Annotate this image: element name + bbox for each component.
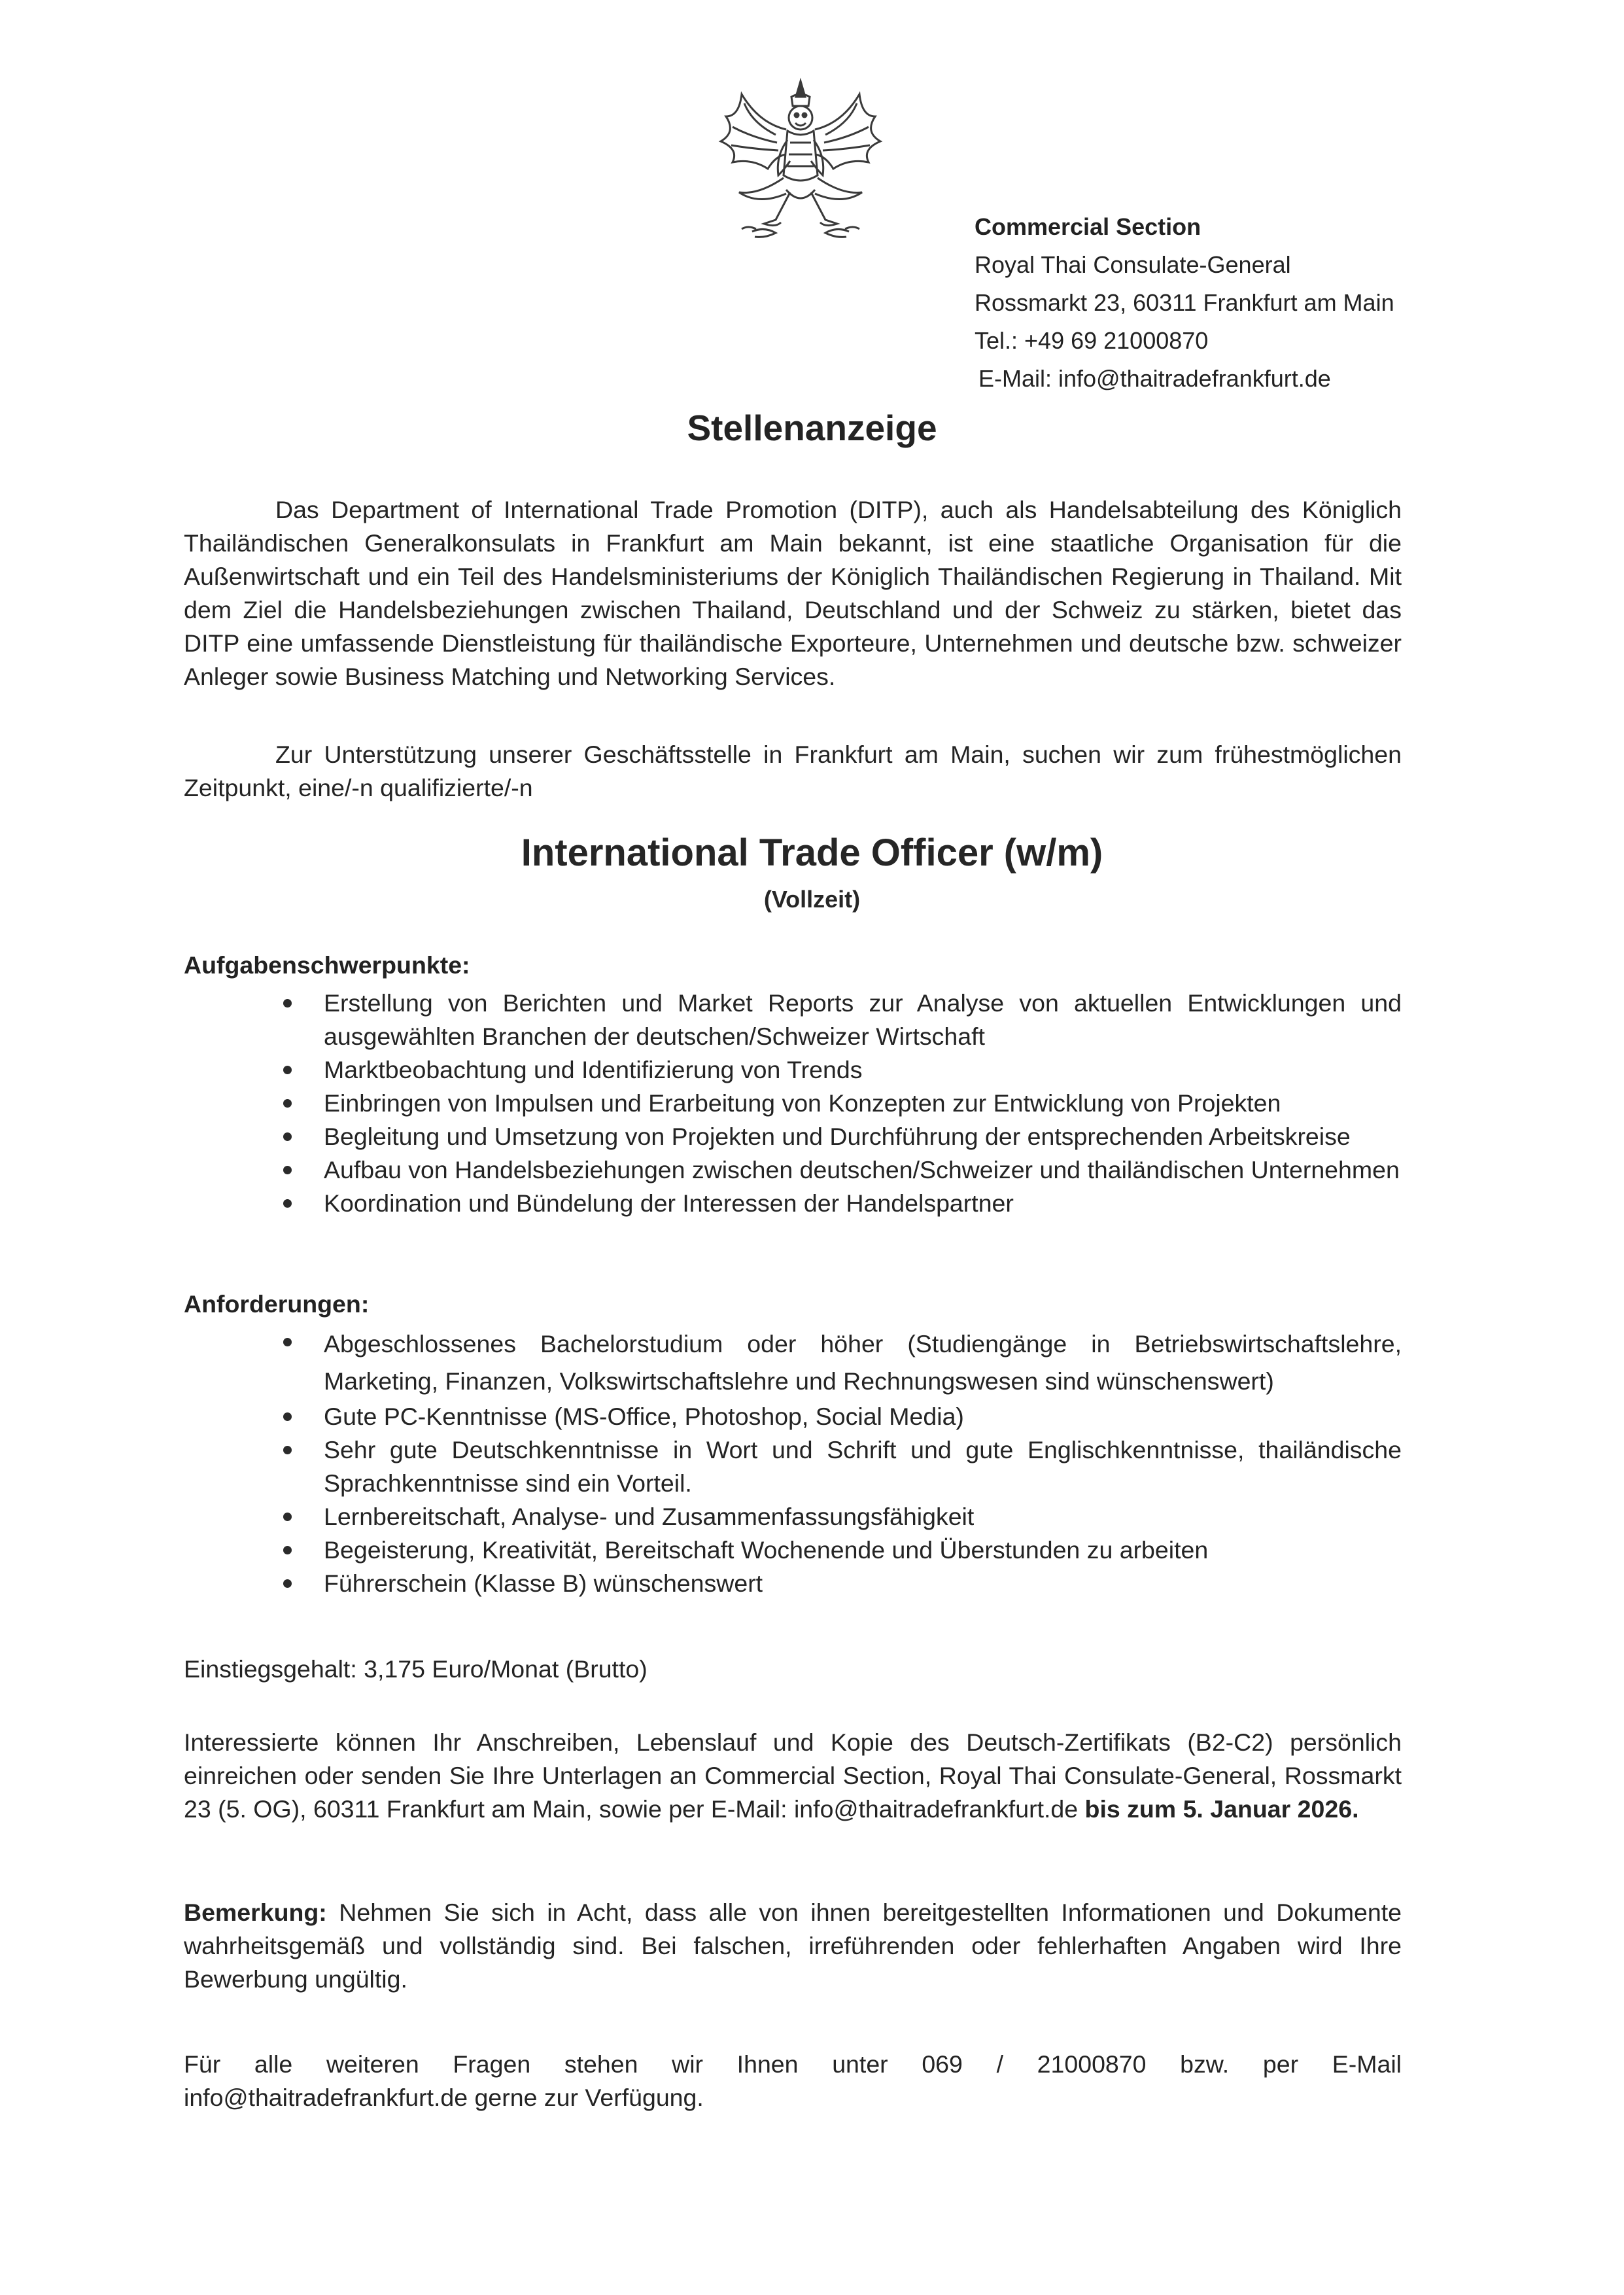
list-item (184, 1533, 1402, 1567)
list-item (184, 1120, 1402, 1153)
note-text: Nehmen Sie sich in Acht, dass alle von ihnen bereitgestellten Informationen und Dokumente wahrheitsgemäß und vollständig sind. Bei falschen, irreführenden oder fehlerhaften Angaben wird Ihre Bewerbung ungültig. (184, 1899, 1402, 1993)
intro-paragraph (184, 493, 1402, 693)
bullet-icon (283, 1446, 292, 1454)
task-text: Koordination und Bündelung der Interessen der Handelspartner (324, 1189, 1014, 1217)
bullet-icon (283, 1579, 292, 1588)
requirements-heading: Anforderungen: (184, 1290, 370, 1318)
requirement-text: Begeisterung, Kreativität, Bereitschaft Wochenende und Überstunden zu arbeiten (324, 1536, 1209, 1564)
list-item (184, 1325, 1402, 1400)
tasks-list (184, 987, 1402, 1220)
list-item (184, 1567, 1402, 1600)
contact-paragraph (184, 2048, 1402, 2114)
contact-line-2: info@thaitradefrankfurt.de gerne zur Verfügung. (184, 2084, 704, 2111)
consulate-name: Royal Thai Consulate-General (975, 251, 1291, 278)
list-item (184, 1087, 1402, 1120)
bullet-icon (283, 999, 292, 1007)
list-item (184, 1433, 1402, 1500)
requirement-text: Lernbereitschaft, Analyse- und Zusammenfassungsfähigkeit (324, 1503, 975, 1530)
requirements-list (184, 1325, 1402, 1600)
requirement-text: Abgeschlossenes Bachelorstudium oder höher (Studiengänge in Betriebswirtschaftslehre, Marketing, Finanzen, Volkswirtschaftslehre und Rechnungswesen sind wünschenswert) (324, 1330, 1402, 1395)
garuda-emblem-icon (713, 77, 888, 243)
street-address: Rossmarkt 23, 60311 Frankfurt am Main (975, 289, 1394, 316)
salary-line (184, 1653, 1402, 1686)
application-text: Interessierte können Ihr Anschreiben, Lebenslauf und Kopie des Deutsch-Zertifikats (B2-C2) persönlich einreichen oder senden Sie Ihre Unterlagen an Commercial Section, Royal Thai Consulate-General, Rossmarkt 23 (5. OG), 60311 Frankfurt am Main, sowie per E-Mail: info@thaitradefrankfurt.de (184, 1728, 1402, 1823)
requirement-text: Sehr gute Deutschkenntnisse in Wort und Schrift und gute Englischkenntnisse, thailändische Sprachkenntnisse sind ein Vorteil. (324, 1436, 1402, 1497)
list-item (184, 1153, 1402, 1187)
bullet-icon (283, 1513, 292, 1521)
bullet-icon (283, 1066, 292, 1074)
task-text: Erstellung von Berichten und Market Reports zur Analyse von aktuellen Entwicklungen und ausgewählten Branchen der deutschen/Schweizer Wirtschaft (324, 989, 1402, 1050)
tasks-heading: Aufgabenschwerpunkte: (184, 951, 470, 979)
intro-text: Das Department of International Trade Promotion (DITP), auch als Handelsabteilung des Königlich Thailändischen Generalkonsulats in Frankfurt am Main bekannt, ist eine staatliche Organisation für die Außenwirtschaft und ein Teil des Handelsministeriums der Königlich Thailändischen Regierung in Thailand. Mit dem Ziel die Handelsbeziehungen zwischen Thailand, Deutschland und der Schweiz zu stärken, bietet das DITP eine umfassende Dienstleistung für thailändische Exporteure, Unternehmen und deutsche bzw. schweizer Anleger sowie Business Matching und Networking Services. (184, 496, 1402, 690)
search-paragraph (184, 738, 1402, 805)
requirement-text: Gute PC-Kenntnisse (MS-Office, Photoshop, Social Media) (324, 1403, 964, 1430)
task-text: Begleitung und Umsetzung von Projekten und Durchführung der entsprechenden Arbeitskreise (324, 1123, 1351, 1150)
contact-line-1: Für alle weiteren Fragen stehen wir Ihnen unter 069 / 21000870 bzw. per E-Mail (184, 2050, 1402, 2078)
bullet-icon (283, 1546, 292, 1554)
list-item (184, 987, 1402, 1053)
application-paragraph (184, 1726, 1402, 1826)
bullet-icon (283, 1412, 292, 1421)
org-name: Commercial Section (975, 213, 1201, 240)
list-item (184, 1053, 1402, 1087)
email-address: E-Mail: info@thaitradefrankfurt.de (978, 365, 1331, 392)
deadline-text: bis zum 5. Januar 2026. (1084, 1795, 1359, 1823)
list-item (184, 1187, 1402, 1220)
bullet-icon (283, 1166, 292, 1174)
job-title: International Trade Officer (w/m) (521, 832, 1103, 874)
bullet-icon (283, 1338, 292, 1346)
bullet-icon (283, 1132, 292, 1141)
bullet-icon (283, 1099, 292, 1108)
bullet-icon (283, 1199, 292, 1208)
list-item (184, 1500, 1402, 1533)
note-paragraph (184, 1896, 1402, 1996)
phone-number: Tel.: +49 69 21000870 (975, 327, 1209, 354)
note-label: Bemerkung: (184, 1899, 327, 1926)
sender-address (975, 208, 1394, 398)
task-text: Aufbau von Handelsbeziehungen zwischen deutschen/Schweizer und thailändischen Unternehmen (324, 1156, 1400, 1183)
task-text: Marktbeobachtung und Identifizierung von Trends (324, 1056, 863, 1083)
search-text: Zur Unterstützung unserer Geschäftsstelle in Frankfurt am Main, suchen wir zum frühestmöglichen Zeitpunkt, eine/-n qualifizierte/-n (184, 741, 1402, 801)
page-title: Stellenanzeige (687, 408, 937, 448)
salary-text: Einstiegsgehalt: 3,175 Euro/Monat (Brutto) (184, 1655, 648, 1683)
task-text: Einbringen von Impulsen und Erarbeitung von Konzepten zur Entwicklung von Projekten (324, 1089, 1281, 1117)
requirement-text: Führerschein (Klasse B) wünschenswert (324, 1569, 763, 1597)
list-item (184, 1400, 1402, 1433)
job-type: (Vollzeit) (763, 886, 861, 913)
